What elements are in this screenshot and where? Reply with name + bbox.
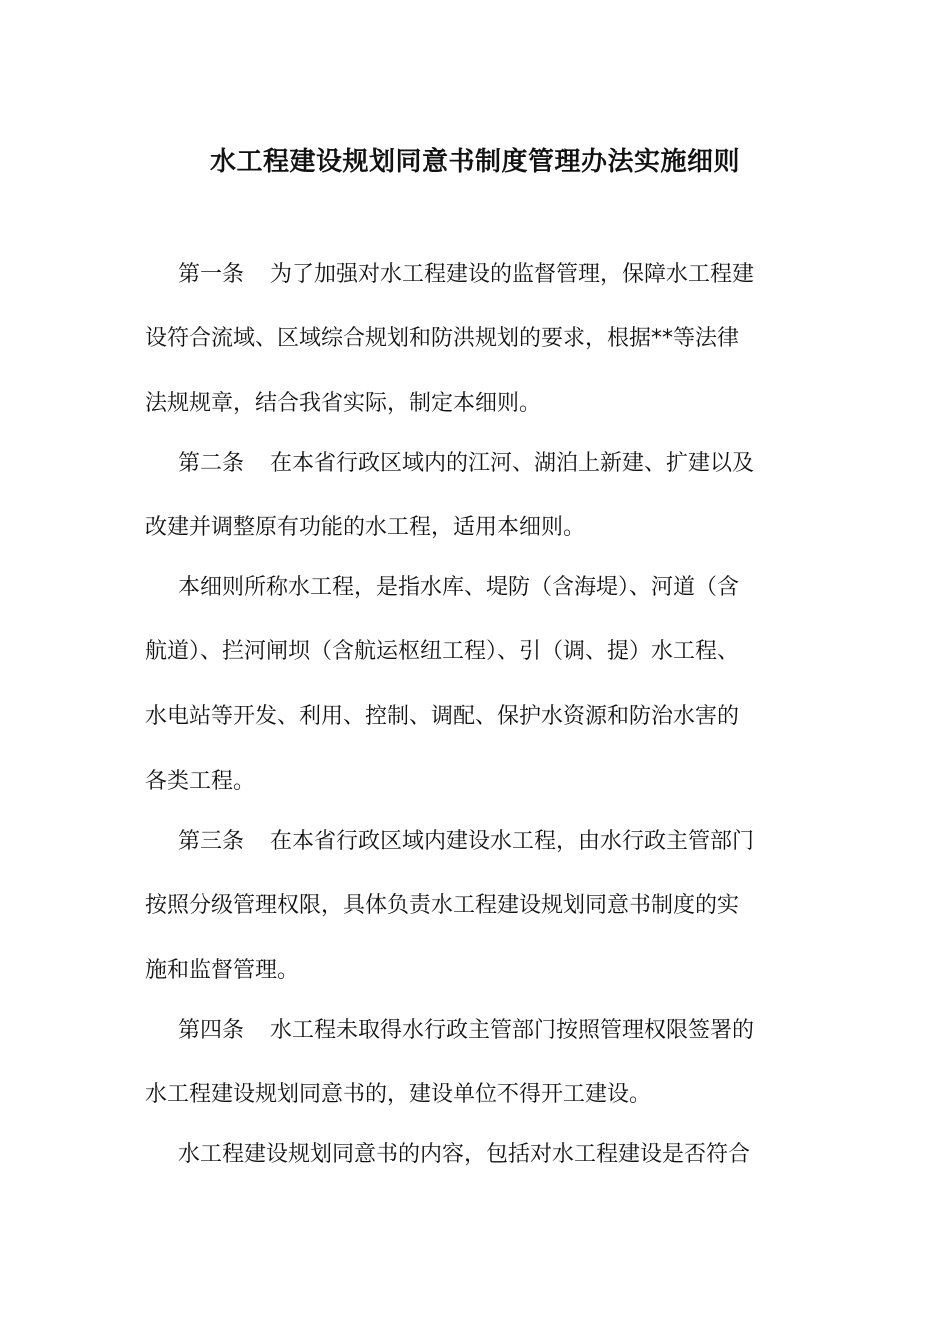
article-1-line-3: 法规规章，结合我省实际，制定本细则。 <box>145 391 542 416</box>
article-label: 第四条 <box>178 1018 245 1043</box>
definition-line-1: 本细则所称水工程，是指水库、堤防（含海堤）、河道（含 <box>178 575 740 600</box>
document-title: 水工程建设规划同意书制度管理办法实施细则 <box>209 147 740 177</box>
paragraph-text: 为了加强对水工程建设的监督管理，保障水工程建 <box>270 262 755 287</box>
paragraph-text: 在本省行政区域内建设水工程，由水行政主管部门 <box>270 829 755 854</box>
article-3-line-3: 施和监督管理。 <box>145 958 300 983</box>
article-4-line-2: 水工程建设规划同意书的，建设单位不得开工建设。 <box>145 1082 652 1107</box>
article-3-line-1 <box>178 826 754 858</box>
article-2-line-2: 改建并调整原有功能的水工程，适用本细则。 <box>145 515 586 540</box>
article-label: 第一条 <box>178 262 245 287</box>
article-4-line-1 <box>178 1015 754 1047</box>
definition-line-3: 水电站等开发、利用、控制、调配、保护水资源和防治水害的 <box>145 704 740 729</box>
article-1-line-2: 设符合流域、区域综合规划和防洪规划的要求，根据**等法律 <box>145 326 740 351</box>
article-1-line-1 <box>178 259 754 291</box>
paragraph-text: 水工程未取得水行政主管部门按照管理权限签署的 <box>270 1018 755 1043</box>
article-label: 第二条 <box>178 451 245 476</box>
article-3-line-2: 按照分级管理权限，具体负责水工程建设规划同意书制度的实 <box>145 893 740 918</box>
content-line-1: 水工程建设规划同意书的内容，包括对水工程建设是否符合 <box>178 1142 751 1167</box>
article-2-line-1 <box>178 448 754 480</box>
paragraph-text: 在本省行政区域内的江河、湖泊上新建、扩建以及 <box>270 451 755 476</box>
article-label: 第三条 <box>178 829 245 854</box>
definition-line-2: 航道）、拦河闸坝（含航运枢纽工程）、引（调、提）水工程、 <box>145 639 740 664</box>
definition-line-4: 各类工程。 <box>145 769 256 794</box>
